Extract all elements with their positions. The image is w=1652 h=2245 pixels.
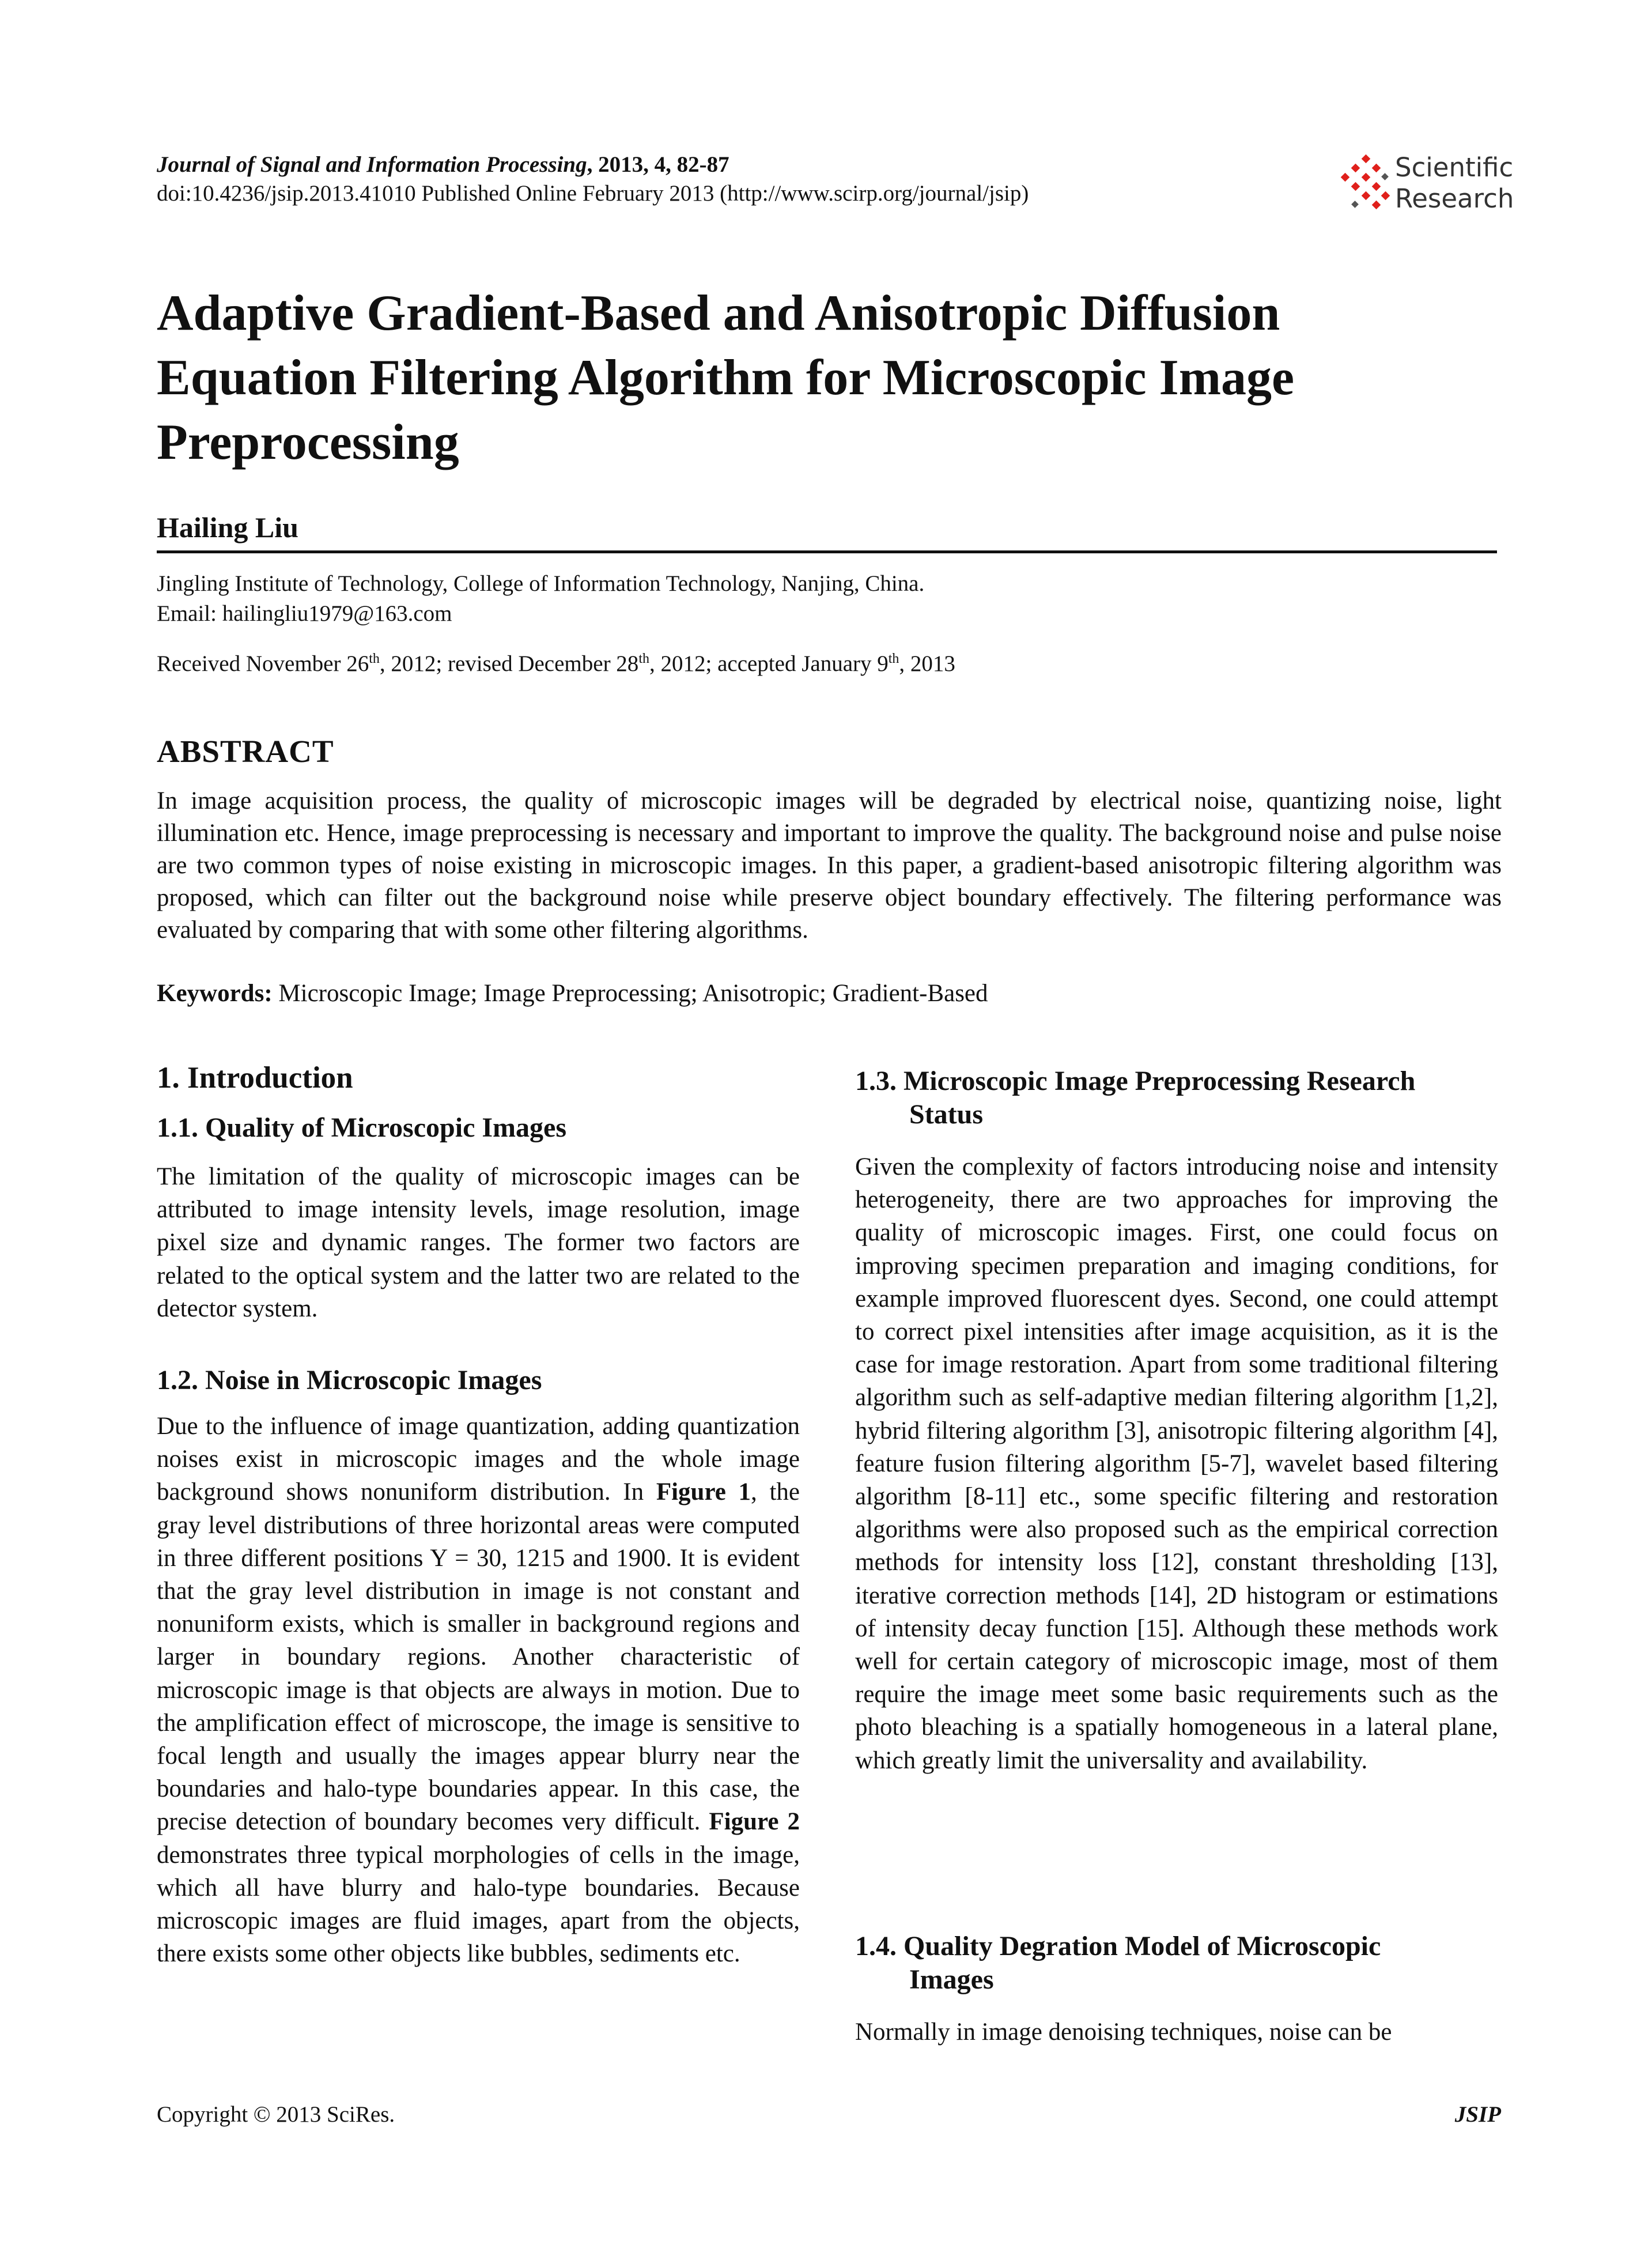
scientific-research-logo-icon — [1340, 153, 1392, 217]
journal-abbreviation: JSIP — [1454, 2102, 1501, 2127]
title-line-2: Equation Filtering Algorithm for Microscopic Image — [157, 350, 1295, 406]
subsection-heading-1-1: 1.1. Quality of Microscopic Images — [157, 1112, 567, 1143]
section-heading-introduction: 1. Introduction — [157, 1061, 353, 1095]
figure-1-ref: Figure 1 — [656, 1478, 751, 1506]
subsection-1-1-text: The limitation of the quality of microscopic images can be attributed to image intensity levels, image resolution, image pixel size and dynamic ranges. The former two factors are related to the optical system and the latter two are related to the detector system. — [157, 1163, 800, 1322]
abstract-text: In image acquisition process, the quality of microscopic images will be degraded by electrical noise, quantizing noise, light illumination etc. Hence, image preprocessing is necessary and important to improve the quality. The background noise and pulse noise are two common types of noise existing in microscopic images. In this paper, a gradient-based anisotropic filtering algorithm was proposed, which can filter out the background noise while preserve object boundary effectively. The filtering performance was evaluated by comparing that with some other filtering algorithms. — [157, 787, 1502, 944]
journal-citation — [157, 151, 729, 179]
logo-wordmark — [1395, 152, 1514, 214]
author-email: Email: hailingliu1979@163.com — [157, 601, 452, 626]
publisher-logo — [1340, 151, 1513, 220]
subsection-1-3-text: Given the complexity of factors introducing noise and intensity heterogeneity, there are two approaches for improving the quality of microscopic images. First, one could focus on improving specimen preparation and imaging conditions, for example improved fluorescent dyes. Second, one could attempt to correct pixel intensities after image acquisition, as it is the case for image restoration. Apart from some traditional filtering algorithm such as self-adaptive median filtering algorithm [1,2], hybrid filtering algorithm [3], anisotropic filtering algorithm [4], feature fusion filtering algorithm [5-7], wavelet based filtering algorithm [8-11] etc., some specific filtering and restoration algorithms were also proposed such as the empirical correction methods for intensity loss [12], constant thresholding [13], iterative correction methods [14], 2D histogram or estimations of intensity decay function [15]. Although these methods work well for certain category of microscopic image, most of them require the image meet some basic requirements such as the photo bleaching is a spatially homogeneous in a lateral plane, which greatly limit the universality and availability. — [855, 1153, 1498, 1774]
keywords — [157, 978, 988, 1010]
journal-volume-pages: , 2013, 4, 82-87 — [587, 152, 729, 177]
subsection-heading-1-4: 1.4. Quality Degration Model of Microscopic Images — [855, 1931, 1381, 1995]
figure-2-ref: Figure 2 — [709, 1808, 800, 1836]
copyright-notice: Copyright © 2013 SciRes. — [157, 2102, 395, 2127]
paper-title — [157, 281, 1517, 475]
author-name: Hailing Liu — [157, 511, 298, 544]
keywords-label: Keywords: — [157, 980, 273, 1007]
logo-line-2: Research — [1395, 183, 1514, 214]
author-divider — [157, 550, 1497, 553]
doi-line: doi:10.4236/jsip.2013.41010 Published Online February 2013 (http://www.scirp.org/journal/jsip) — [157, 181, 1029, 206]
logo-line-1: Scientific — [1395, 152, 1514, 183]
title-line-1: Adaptive Gradient-Based and Anisotropic Diffusion — [157, 285, 1280, 341]
author-affiliation: Jingling Institute of Technology, College of Information Technology, Nanjing, China. — [157, 571, 925, 596]
journal-name: Journal of Signal and Information Processing — [157, 152, 587, 177]
title-line-3: Preprocessing — [157, 414, 459, 470]
subsection-heading-1-2: 1.2. Noise in Microscopic Images — [157, 1365, 542, 1395]
keywords-list: Microscopic Image; Image Preprocessing; Anisotropic; Gradient-Based — [272, 980, 988, 1007]
abstract-heading: ABSTRACT — [157, 734, 334, 769]
subsection-1-2-text: Due to the influence of image quantization, adding quantization noises exist in microscopic images and the whole image background shows nonuniform distribution. In Figure 1, the gray level distributions of three horizontal areas were computed in three different positions Y = 30, 1215 and 1900. It is evident that the gray level distribution in image is not constant and nonuniform exists, which is smaller in background regions and larger in boundary regions. Another characteristic of microscopic image is that objects are always in motion. Due to the amplification effect of microscope, the image is sensitive to focal length and usually the images appear blurry near the boundaries and halo-type boundaries appear. In this case, the precise detection of boundary becomes very difficult. Figure 2 demonstrates three typical morphologies of cells in the image, which all have blurry and halo-type boundaries. Because microscopic images are fluid images, apart from the objects, there exists some other objects like bubbles, sediments etc. — [157, 1413, 800, 1968]
subsection-heading-1-3: 1.3. Microscopic Image Preprocessing Research Status — [855, 1066, 1416, 1130]
subsection-1-4-text: Normally in image denoising techniques, noise can be — [855, 2018, 1392, 2046]
received-dates: Received November 26th, 2012; revised December 28th, 2012; accepted January 9th, 2013 — [157, 651, 955, 676]
